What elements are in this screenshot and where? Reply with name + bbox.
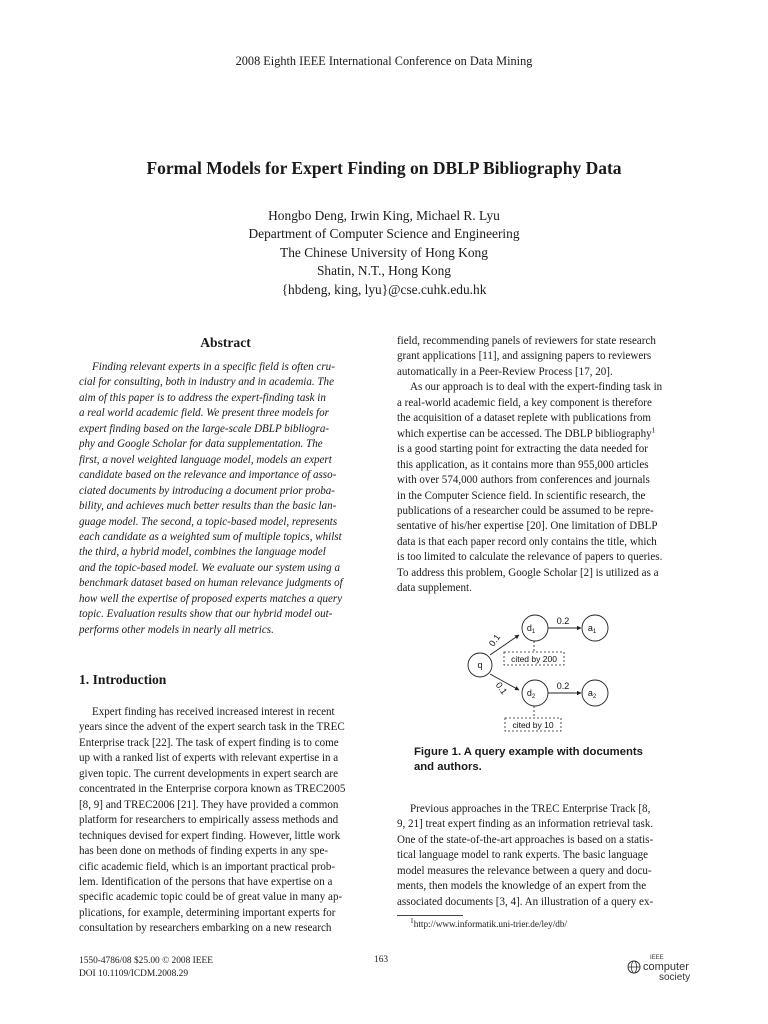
author-names: Hongbo Deng, Irwin King, Michael R. Lyu (268, 208, 500, 223)
edge-d2-a2-weight: 0.2 (556, 681, 570, 691)
text-line (397, 427, 690, 442)
text-line: the acquisition of a dataset replete with publications from (397, 412, 652, 425)
text-line: To address this problem, Google Scholar [2] is utilized as a (397, 566, 659, 579)
text-line: techniques devised for expert finding. However, little work (79, 829, 341, 842)
author-block (0, 207, 768, 299)
text-line: with over 574,000 authors from conferences and journals (397, 474, 650, 487)
footnote-reference: 1 (651, 425, 656, 435)
caption-line: and authors. (414, 761, 482, 773)
text-line: associated documents [3, 4]. An illustration of a query ex- (397, 895, 654, 908)
logo-society: society (659, 972, 691, 982)
text-line: this application, as it contains more than 955,000 articles (397, 458, 649, 471)
text-line: and the topic-based model. We evaluate our system using a (79, 561, 340, 574)
author-department: Department of Computer Science and Engineering (248, 226, 520, 242)
text-line: bility, and achieves much better results than the basic lan- (79, 500, 337, 513)
text-line: years since the advent of the expert search task in the TREC (79, 721, 345, 734)
footer-doi: DOI 10.1109/ICDM.2008.29 (79, 968, 189, 979)
node-a1 (582, 615, 608, 641)
text-line: ments, then models the knowledge of an expert from the (397, 880, 647, 893)
caption-line: Figure 1. A query example with documents (414, 746, 643, 758)
edge-q-d1-weight: 0.1 (486, 632, 503, 649)
text-line: the third, a hybrid model, combines the language model (79, 546, 326, 559)
footer-publication-info (79, 955, 213, 980)
text-line: tical language model to rank experts. The basic language (397, 849, 649, 862)
text-line: ciated documents by introducing a document prior proba- (79, 484, 335, 497)
figure-1-diagram (455, 610, 625, 740)
text-line: data is that each paper record only contains the title, which (397, 535, 657, 548)
node-a2-label: $a_2$ (587, 688, 597, 700)
footnote-marker: 1 (410, 915, 414, 925)
text-line: model measures the relevance between a query and docu- (397, 864, 652, 877)
text-line: Enterprise track [22]. The task of expert finding is to come (79, 736, 339, 749)
paper-title: Formal Models for Expert Finding on DBLP Bibliography Data (146, 158, 622, 178)
text-line-content: which expertise can be accessed. The DBLP bibliography (397, 427, 652, 440)
text-line: cial for consulting, both in industry and in academia. The (79, 376, 334, 389)
author-location: Shatin, N.T., Hong Kong (316, 263, 452, 279)
text-line: phy and Google Scholar for data supplementation. The (79, 438, 323, 451)
text-line: [8, 9] and TREC2006 [21]. They have provided a common (79, 798, 339, 811)
node-a2 (582, 680, 608, 706)
abstract-heading: Abstract (200, 335, 251, 350)
text-line: each candidate as a weighted sum of multiple topics, whilst (79, 530, 342, 543)
node-a1-label: $a_1$ (587, 623, 597, 635)
node-d2-label: $d_2$ (526, 688, 536, 700)
page-number: 163 (374, 955, 389, 965)
author-emails: {hbdeng, king, lyu}@cse.cuhk.edu.hk (281, 281, 487, 297)
footer-issn: 1550-4786/08 $25.00 © 2008 IEEE (79, 956, 213, 966)
text-line: expert finding based on the large-scale DBLP bibliogra- (79, 422, 330, 435)
text-line: how well the expertise of proposed experts matches a query (79, 592, 343, 605)
text-line: cific academic field, which is an important practical prob- (79, 860, 336, 873)
text-line: candidate based on the relevance and importance of asso- (79, 469, 337, 482)
text-line: benchmark dataset based on human relevance judgments of (79, 577, 343, 590)
text-line: in the Computer Science field. In scientific research, the (397, 489, 646, 502)
text-line: Expert finding has received increased interest in recent (92, 706, 335, 718)
text-line: 9, 21] treat expert finding as an information retrieval task. (397, 818, 654, 831)
text-line: topic. Evaluation results show that our hybrid model out- (79, 608, 333, 621)
text-line: up with a ranked list of experts with relevant expertise in a (79, 752, 339, 765)
text-line: As our approach is to deal with the expert-finding task in (410, 381, 663, 394)
cited-label-d1: cited by 200 (511, 654, 557, 664)
footnote-rule (397, 915, 463, 916)
introduction-heading: 1. Introduction (79, 672, 167, 687)
text-line: plications, for example, determining important experts for (79, 906, 336, 919)
logo-computer: computer (643, 961, 689, 973)
text-line: sentative of his/her expertise [20]. One limitation of DBLP (397, 520, 658, 533)
text-line: Previous approaches in the TREC Enterprise Track [8, (410, 803, 651, 815)
text-line: data supplement. (397, 582, 472, 595)
text-line: field, recommending panels of reviewers for state research (397, 335, 656, 347)
text-line: One of the state-of-the-art approaches is based on a statis- (397, 833, 654, 846)
text-line: consultation by researchers embarking on a new research (79, 922, 332, 935)
text-line: performs other models in nearly all metrics. (79, 623, 274, 636)
node-d1-label: $d_1$ (526, 623, 536, 635)
text-line: first, a novel weighted language model, models an expert (79, 453, 332, 466)
text-line: a real-world academic field, a key component is therefore (397, 396, 652, 409)
text-line: platform for researchers to empirically assess methods and (79, 814, 339, 827)
cited-label-d2: cited by 10 (512, 720, 554, 730)
text-line: concentrated in the Enterprise corpora known as TREC2005 (79, 783, 346, 796)
edge-d1-a1-weight: 0.2 (556, 616, 570, 626)
figure-1-caption (414, 745, 690, 775)
footnote-url: http://www.informatik.uni-trier.de/ley/db/ (413, 919, 568, 929)
edge-q-d2-weight: 0.1 (493, 680, 510, 697)
text-line: is a good starting point for extracting the data needed for (397, 443, 648, 456)
text-line: aim of this paper is to address the expert-finding task in (79, 391, 326, 404)
text-line: a real world academic field. We present three models for (79, 407, 329, 420)
text-line: Finding relevant experts in a specific field is often cru- (92, 361, 335, 373)
node-q-label: q (477, 660, 483, 670)
text-line: specific academic topic could be of great value in many ap- (79, 891, 343, 904)
text-line: has been done on methods of finding experts in any spe- (79, 845, 329, 858)
text-line: publications of a researcher could be assumed to be repre- (397, 504, 654, 517)
right-column-text-top (397, 334, 690, 597)
conference-header: 2008 Eighth IEEE International Conference on Data Mining (235, 54, 533, 68)
text-line: is too limited to calculate the relevance of papers to queries. (397, 551, 663, 564)
ieee-computer-society-logo (626, 952, 696, 982)
introduction-body (79, 705, 372, 937)
text-line: automatically in a Peer-Review Process [17, 20]. (397, 365, 613, 378)
text-line: given topic. The current developments in expert search are (79, 767, 338, 780)
author-university: The Chinese University of Hong Kong (280, 244, 488, 260)
footnote (410, 915, 568, 929)
right-column-text-bottom (397, 802, 690, 910)
text-line: guage model. The second, a topic-based model, represents (79, 515, 338, 528)
text-line: grant applications [11], and assigning papers to reviewers (397, 350, 652, 363)
text-line: lem. Identification of the persons that have expertise on a (79, 875, 333, 888)
logo-ieee: IEEE (650, 955, 664, 961)
abstract-body (79, 360, 372, 638)
